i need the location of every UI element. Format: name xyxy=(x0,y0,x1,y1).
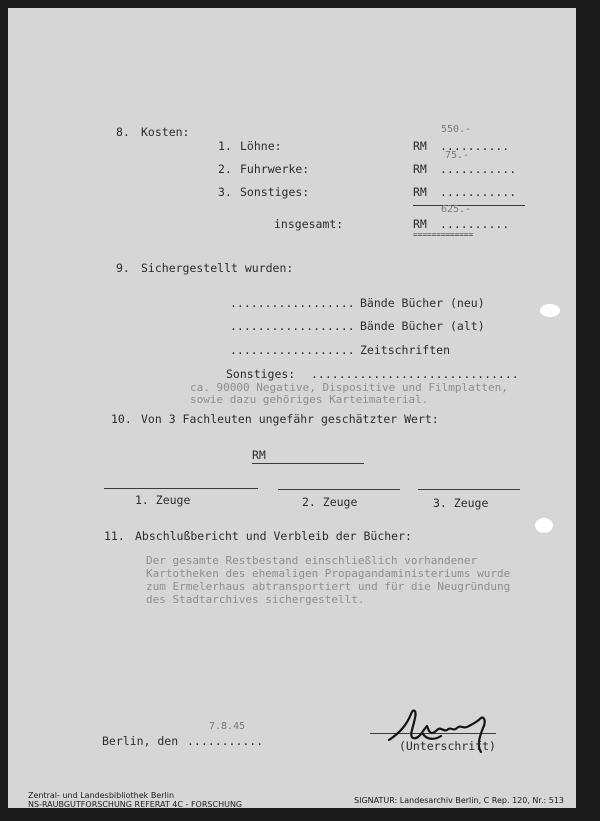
section9-number: 9. xyxy=(116,261,130,275)
cost-item-dots: ........... xyxy=(440,162,517,176)
cost-item-dots: .......... xyxy=(440,139,510,153)
report-line: zum Ermelerhaus abtransportiert und für die Neugründung xyxy=(146,580,511,593)
punch-hole xyxy=(540,304,560,317)
cost-item-number: 2. xyxy=(218,162,232,176)
cost-item-currency: RM xyxy=(413,162,427,176)
section8-label: Kosten: xyxy=(141,125,190,139)
sonstiges-detail-line: ca. 90000 Negative, Dispositive und Filmplatten, xyxy=(190,381,508,394)
witness-line xyxy=(278,489,400,490)
total-currency: RM xyxy=(413,217,427,231)
footer-archive-name: Zentral- und Landesbibliothek Berlin xyxy=(28,791,175,800)
section10-number: 10. xyxy=(111,412,132,426)
date-dots: ........... xyxy=(187,734,264,748)
cost-item-currency: RM xyxy=(413,139,427,153)
cost-item-label: Löhne: xyxy=(240,139,282,153)
sonstiges-label: Sonstiges: xyxy=(226,367,296,381)
cost-item-currency: RM xyxy=(413,185,427,199)
total-label: insgesamt: xyxy=(274,217,344,231)
witness-label: 2. Zeuge xyxy=(302,495,358,509)
cost-item-label: Sonstiges: xyxy=(240,185,310,199)
secured-row-label: Bände Bücher (neu) xyxy=(360,296,485,310)
section10-label: Von 3 Fachleuten ungefähr geschätzter Wert: xyxy=(141,412,439,426)
section8-number: 8. xyxy=(116,125,130,139)
secured-row-dots: .................. xyxy=(230,319,355,333)
double-rule: ============= xyxy=(413,230,474,239)
footer-department: NS-RAUBGUTFORSCHUNG REFERAT 4C - FORSCHUNG xyxy=(28,800,243,809)
section11-number: 11. xyxy=(104,529,125,543)
punch-hole xyxy=(535,518,553,533)
report-line: Der gesamte Restbestand einschließlich vorhandener xyxy=(146,554,478,567)
witness-label: 3. Zeuge xyxy=(433,496,489,510)
cost-item-dots: ........... xyxy=(440,185,517,199)
cost-item-amount: 550.- xyxy=(441,124,472,135)
witness-line xyxy=(104,488,258,489)
date-value: 7.8.45 xyxy=(209,721,246,732)
secured-row-label: Zeitschriften xyxy=(360,343,451,357)
document-page xyxy=(8,8,576,808)
value-currency: RM xyxy=(252,448,266,462)
report-line: Kartotheken des ehemaligen Propagandaministeriums wurde xyxy=(146,567,511,580)
cost-item-amount: 75.- xyxy=(445,150,470,161)
signature-label: (Unterschrift) xyxy=(399,739,496,753)
value-line xyxy=(252,463,364,464)
cost-item-number: 1. xyxy=(218,139,232,153)
secured-row-dots: .................. xyxy=(230,296,355,310)
cost-item-number: 3. xyxy=(218,185,232,199)
total-amount: 625.- xyxy=(441,204,472,215)
section9-label: Sichergestellt wurden: xyxy=(141,261,294,275)
total-dots: .......... xyxy=(440,217,510,231)
sonstiges-dots: .............................. xyxy=(311,367,519,381)
cost-item-label: Fuhrwerke: xyxy=(240,162,310,176)
secured-row-label: Bände Bücher (alt) xyxy=(360,319,485,333)
witness-label: 1. Zeuge xyxy=(135,493,191,507)
section11-label: Abschlußbericht und Verbleib der Bücher: xyxy=(135,529,412,543)
footer-signature-ref: SIGNATUR: Landesarchiv Berlin, C Rep. 120, Nr.: 513 xyxy=(354,796,565,805)
sonstiges-detail-line: sowie dazu gehöriges Karteimaterial. xyxy=(190,393,429,406)
place-date-label: Berlin, den xyxy=(102,734,179,748)
report-line: des Stadtarchives sichergestellt. xyxy=(146,593,365,606)
secured-row-dots: .................. xyxy=(230,343,355,357)
witness-line xyxy=(418,489,520,490)
